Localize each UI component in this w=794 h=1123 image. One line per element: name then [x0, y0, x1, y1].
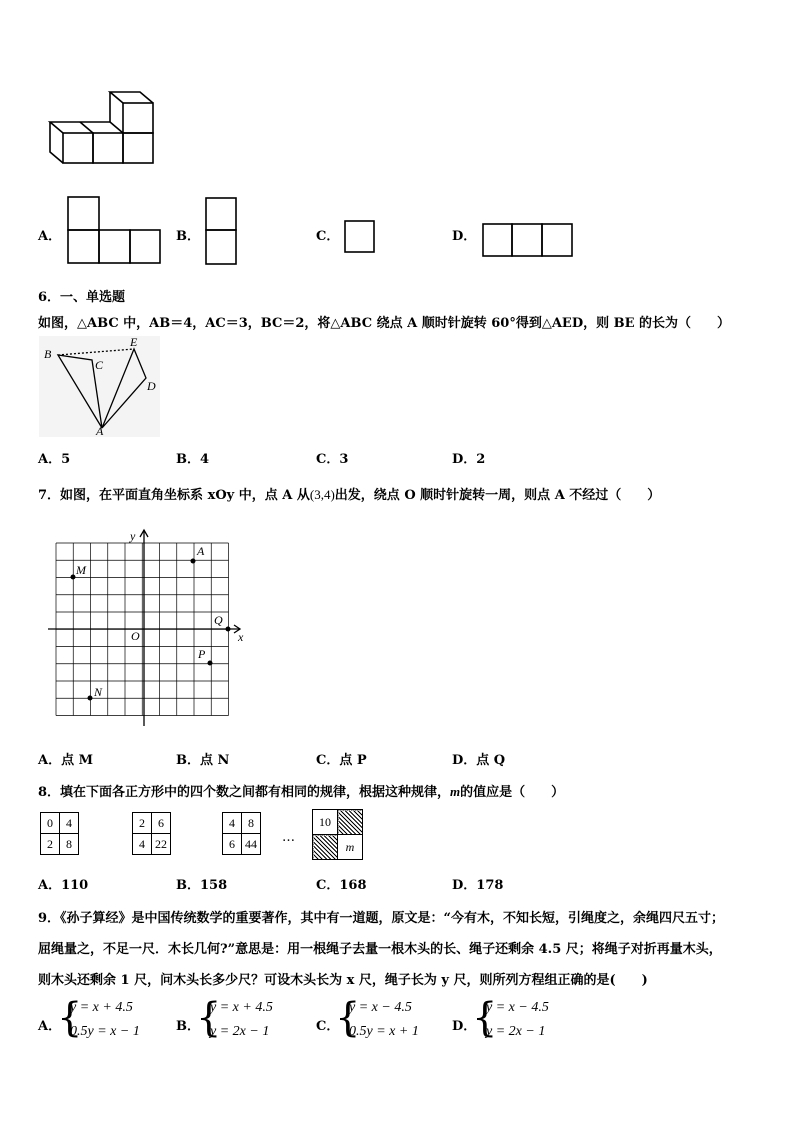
q8-s2-tl: 2 [133, 813, 152, 834]
q8-square-2 [132, 812, 171, 855]
q6-label-e: E [130, 335, 138, 349]
q8-var: m [450, 784, 461, 799]
q6-stem: 如图，△ABC 中，AB＝4，AC＝3，BC＝2，将△ABC 绕点 A 顺时针旋转 60°得到△AED，则 BE 的长为（ ） [38, 316, 731, 331]
q8-stem-b: 的值应是（ ） [460, 785, 565, 800]
q8-s3-bl: 6 [223, 834, 242, 855]
q8-s4-hatch-tr [338, 810, 363, 835]
q8-s2-tr: 6 [152, 813, 171, 834]
q9-option-d-eq2: y = 2x − 1 [486, 1024, 546, 1039]
q6-option-b: B．4 [176, 452, 210, 467]
q9-option-a-eq2: 0.5y = x − 1 [70, 1024, 140, 1039]
q8-stem-a: 8．填在下面各正方形中的四个数之间都有相同的规律，根据这种规律， [38, 785, 451, 800]
q8-s3-tr: 8 [242, 813, 261, 834]
q7-option-b: B．点 N [176, 753, 230, 768]
q6-option-a: A．5 [38, 452, 71, 467]
q7-option-a: A．点 M [38, 753, 94, 768]
q9-line-3: 则木头还剩余 1 尺，问木头长多少尺？可设木头长为 x 尺，绳子长为 y 尺，则所列方程组正确的是( ) [38, 973, 648, 988]
q8-s2-br: 22 [152, 834, 171, 855]
q9-line-1: 9．《孙子算经》是中国传统数学的重要著作，其中有一道题，原文是：“今有木，不知长短，引绳度之，余绳四尺五寸； [38, 911, 725, 926]
q7-option-c: C．点 P [316, 753, 367, 768]
q8-square-1 [40, 812, 79, 855]
q9-option-c-eq1: y = x − 4.5 [349, 1000, 412, 1015]
q9-option-d-label: D． [452, 1019, 477, 1034]
option-b-label: B． [176, 229, 200, 244]
q9-option-d-eq1: y = x − 4.5 [486, 1000, 549, 1015]
option-c-label: C． [316, 229, 340, 244]
q6-label-a: A [96, 424, 104, 438]
q7-label-x: x [238, 630, 244, 644]
q8-s1-tl: 0 [41, 813, 60, 834]
q6-header: 6．一、单选题 [38, 290, 126, 305]
q8-option-c: C．168 [316, 878, 367, 893]
q8-option-a: A．110 [38, 878, 89, 893]
q9-option-c-label: C． [316, 1019, 340, 1034]
q8-s1-tr: 4 [60, 813, 79, 834]
option-d-label: D． [452, 229, 477, 244]
q8-s2-bl: 4 [133, 834, 152, 855]
q9-option-a-label: A． [38, 1019, 62, 1034]
q7-label-n: N [94, 685, 103, 699]
q9-option-b-label: B． [176, 1019, 200, 1034]
q8-square-3 [222, 812, 261, 855]
q9-line-2: 屈绳量之，不足一尺．木长几何?”意思是：用一根绳子去量一根木头的长、绳子还剩余 4.5 尺；将绳子对折再量木头， [38, 942, 722, 957]
q9-option-b-eq2: y = 2x − 1 [210, 1024, 270, 1039]
q6-label-b: B [44, 347, 52, 361]
q9-option-d-brace: { [472, 995, 498, 1041]
q9-option-c-eq2: 0.5y = x + 1 [349, 1024, 419, 1039]
q8-square-4 [312, 809, 363, 860]
q6-option-d: D．2 [452, 452, 486, 467]
q7-label-m: M [76, 563, 86, 577]
q8-option-d: D．178 [452, 878, 504, 893]
q8-s1-br: 8 [60, 834, 79, 855]
option-a-label: A． [38, 229, 62, 244]
q7-point: (3,4) [309, 487, 335, 502]
q7-option-d: D．点 Q [452, 753, 506, 768]
q6-option-c: C．3 [316, 452, 349, 467]
q8-s1-bl: 2 [41, 834, 60, 855]
q9-option-b-eq1: y = x + 4.5 [210, 1000, 273, 1015]
q7-label-p: P [198, 647, 206, 661]
q8-s4-br: m [338, 835, 363, 860]
q8-stem [38, 781, 564, 800]
q6-label-d: D [147, 379, 156, 393]
q7-label-y: y [130, 529, 136, 543]
q7-label-o: O [131, 629, 140, 643]
q7-stem-a: 7．如图，在平面直角坐标系 xOy 中，点 A 从 [38, 488, 310, 503]
q9-option-c-brace: { [335, 995, 361, 1041]
q8-option-b: B．158 [176, 878, 228, 893]
q8-s3-br: 44 [242, 834, 261, 855]
q9-option-a-brace: { [57, 995, 83, 1041]
q9-option-b-brace: { [196, 995, 222, 1041]
q8-s4-hatch-bl [313, 835, 338, 860]
q8-ellipsis: … [282, 830, 295, 845]
q7-stem-b: 出发，绕点 O 顺时针旋转一周，则点 A 不经过（ ） [334, 488, 661, 503]
q8-s3-tl: 4 [223, 813, 242, 834]
q6-label-c: C [95, 358, 104, 372]
q8-s4-tl: 10 [313, 810, 338, 835]
q7-label-q: Q [214, 613, 223, 627]
q9-option-a-eq1: y = x + 4.5 [70, 1000, 133, 1015]
q7-label-a: A [197, 544, 205, 558]
